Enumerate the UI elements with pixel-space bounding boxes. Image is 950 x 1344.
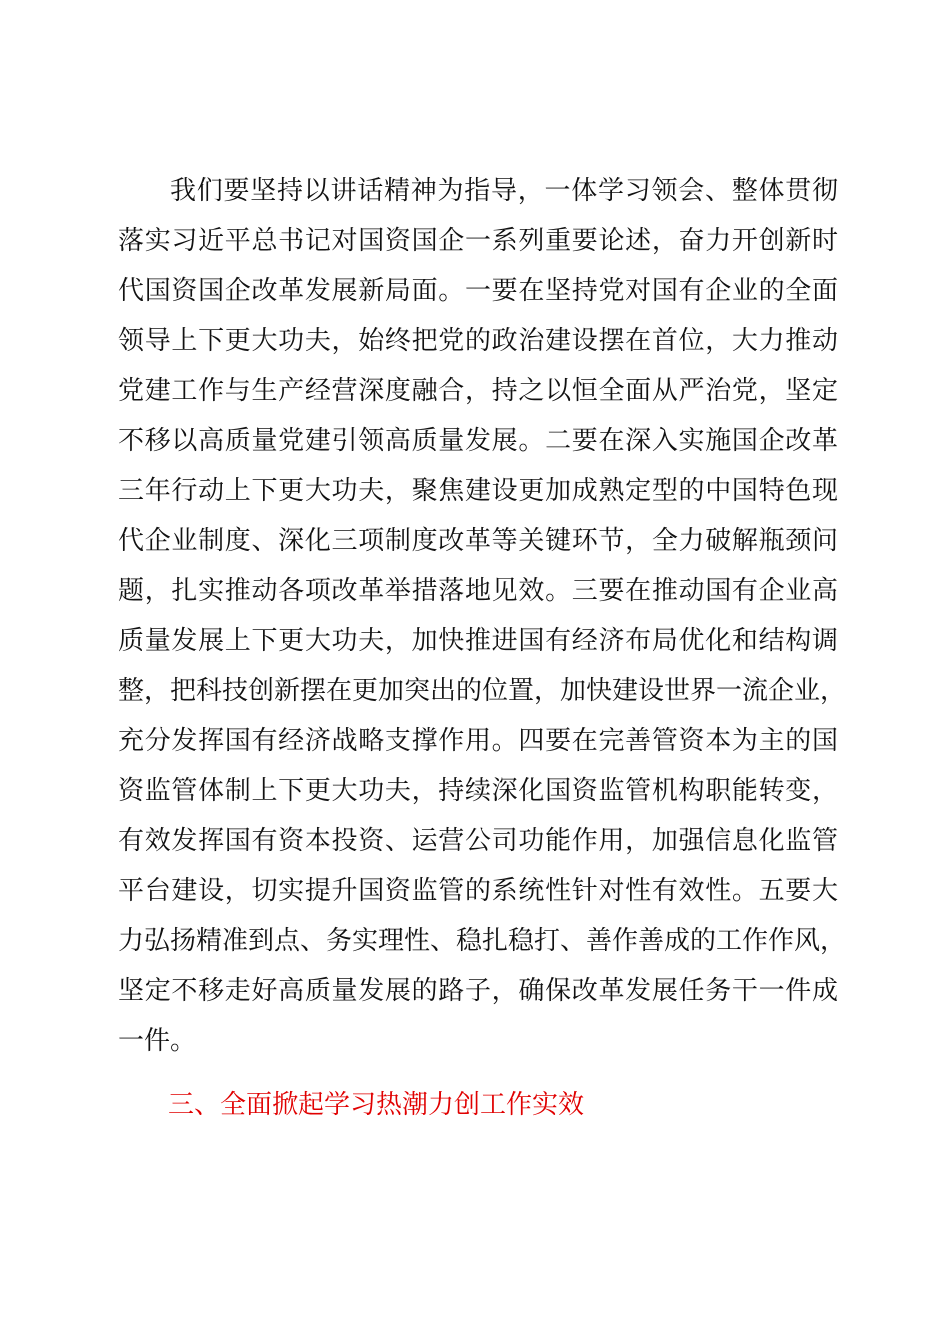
- body-paragraph: [118, 166, 847, 1066]
- paragraph-line: 平台建设，切实提升国资监管的系统性针对性有效性。五要大: [118, 876, 838, 906]
- paragraph-line: 坚定不移走好高质量发展的路子，确保改革发展任务干一件成: [118, 976, 838, 1006]
- paragraph-line: 一件。: [118, 1026, 197, 1056]
- paragraph-line: 落实习近平总书记对国资国企一系列重要论述，奋力开创新时: [118, 226, 838, 256]
- paragraph-line: 充分发挥国有经济战略支撑作用。四要在完善管资本为主的国: [118, 726, 838, 756]
- paragraph-line: 题，扎实推动各项改革举措落地见效。三要在推动国有企业高: [118, 576, 838, 606]
- paragraph-line: 党建工作与生产经营深度融合，持之以恒全面从严治党，坚定: [118, 376, 838, 406]
- section-heading: 三、全面掀起学习热潮力创工作实效: [168, 1090, 585, 1120]
- paragraph-line: 有效发挥国有资本投资、运营公司功能作用，加强信息化监管: [118, 826, 838, 856]
- paragraph-line: 整，把科技创新摆在更加突出的位置，加快建设世界一流企业，: [118, 676, 847, 706]
- paragraph-line: 代国资国企改革发展新局面。一要在坚持党对国有企业的全面: [118, 276, 838, 306]
- paragraph-line: 我们要坚持以讲话精神为指导，一体学习领会、整体贯彻: [170, 176, 838, 206]
- paragraph-line: 不移以高质量党建引领高质量发展。二要在深入实施国企改革: [118, 426, 838, 456]
- paragraph-line: 资监管体制上下更大功夫，持续深化国资监管机构职能转变，: [118, 776, 838, 806]
- paragraph-line: 三年行动上下更大功夫，聚焦建设更加成熟定型的中国特色现: [118, 476, 838, 506]
- paragraph-line: 质量发展上下更大功夫，加快推进国有经济布局优化和结构调: [118, 626, 838, 656]
- paragraph-line: 代企业制度、深化三项制度改革等关键环节，全力破解瓶颈问: [118, 526, 838, 556]
- paragraph-line: 力弘扬精准到点、务实理性、稳扎稳打、善作善成的工作作风，: [118, 926, 847, 956]
- paragraph-line: 领导上下更大功夫，始终把党的政治建设摆在首位，大力推动: [118, 326, 838, 356]
